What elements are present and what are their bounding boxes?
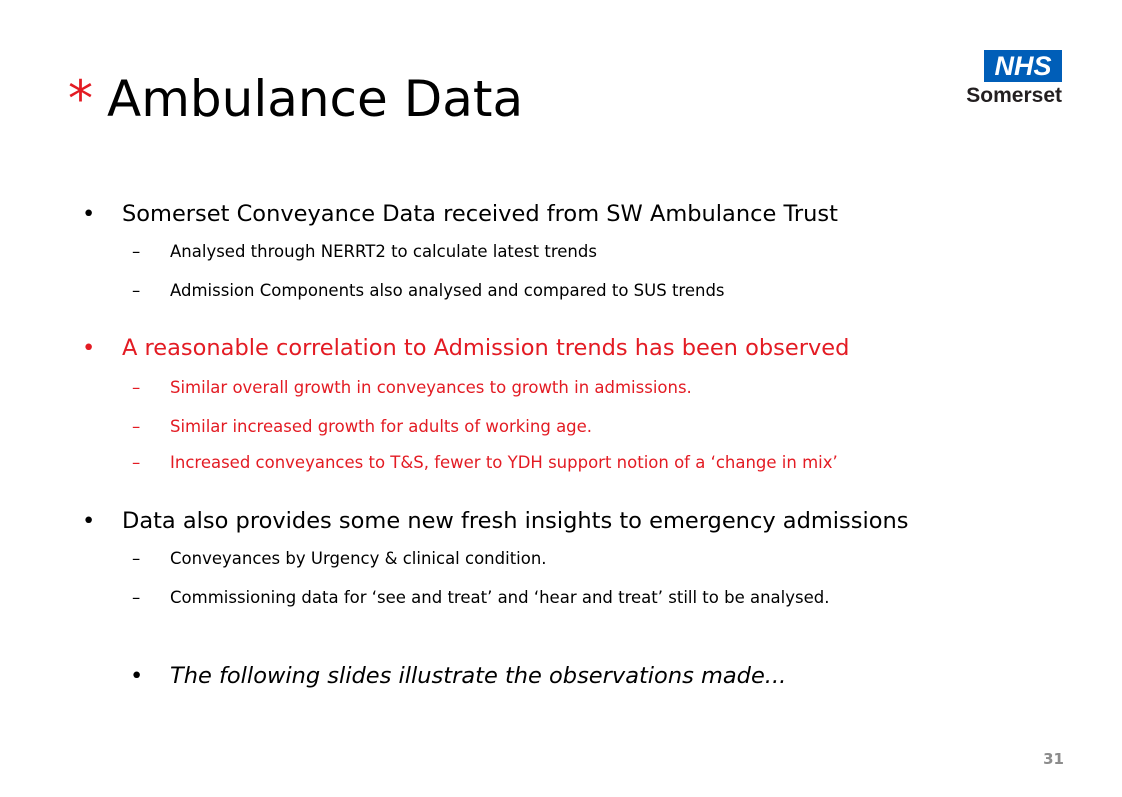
organisation-name: Somerset: [966, 84, 1062, 107]
sub-bullet: – Increased conveyances to T&S, fewer to YDH support notion of a ‘change in mix’: [170, 452, 838, 474]
title-text: Ambulance Data: [107, 70, 524, 128]
bullet-closing: • The following slides illustrate the observations made...: [170, 662, 786, 690]
page-number: 31: [1043, 750, 1064, 768]
sub-bullet: – Conveyances by Urgency & clinical condition.: [170, 548, 547, 570]
bullet-conveyance-data: • Somerset Conveyance Data received from SW Ambulance Trust: [122, 200, 838, 228]
nhs-somerset-logo: [946, 50, 1062, 110]
slide-title: [68, 64, 523, 134]
sub-bullet: – Admission Components also analysed and compared to SUS trends: [170, 280, 725, 302]
sub-bullet: – Similar overall growth in conveyances to growth in admissions.: [170, 377, 692, 399]
sub-bullet: – Similar increased growth for adults of working age.: [170, 416, 592, 438]
title-asterisk: *: [68, 70, 93, 128]
sub-bullet: – Commissioning data for ‘see and treat’ and ‘hear and treat’ still to be analysed.: [170, 587, 829, 609]
bullet-correlation: • A reasonable correlation to Admission trends has been observed: [122, 334, 849, 362]
bullet-new-insights: • Data also provides some new fresh insights to emergency admissions: [122, 507, 908, 535]
sub-bullet: – Analysed through NERRT2 to calculate latest trends: [170, 241, 597, 263]
nhs-badge: NHS: [984, 50, 1062, 82]
